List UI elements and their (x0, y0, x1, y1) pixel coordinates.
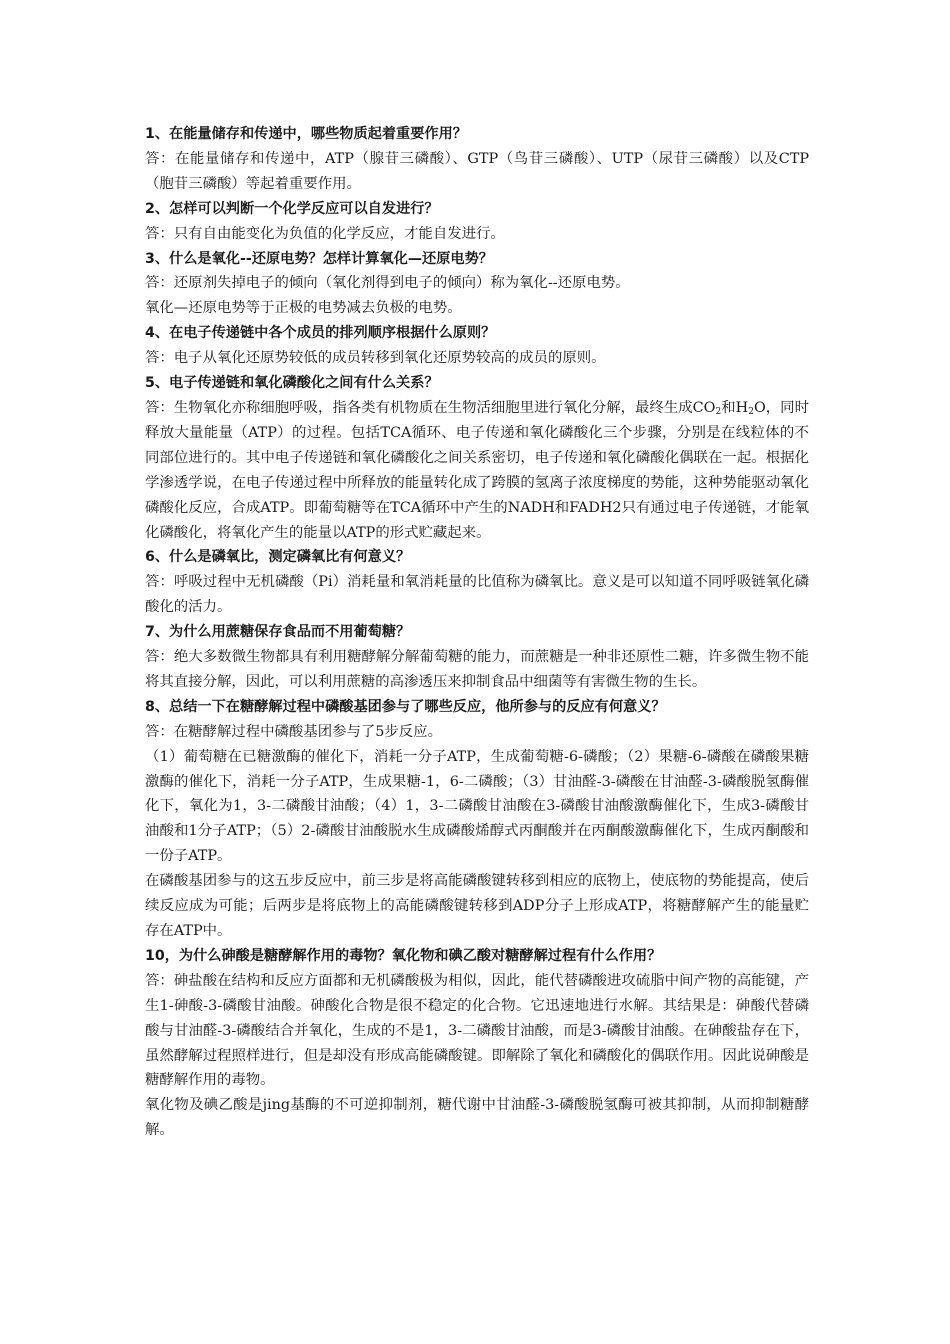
question-5: 5、电子传递链和氧化磷酸化之间有什么关系？ (145, 375, 439, 392)
answer-4: 答：电子从氧化还原势较低的成员转移到氧化还原势较高的成员的原则。 (145, 350, 606, 367)
question-8: 8、总结一下在糖酵解过程中磷酸基团参与了哪些反应，他所参与的反应有何意义？ (145, 698, 666, 715)
answer-1: 答：在能量储存和传递中，ATP（腺苷三磷酸）、GTP（鸟苷三磷酸）、UTP（尿苷三磷酸）以及CTP（胞苷三磷酸）等起着重要作用。 (145, 150, 809, 192)
answer-10-continued: 氧化物及碘乙酸是jing基酶的不可逆抑制剂，糖代谢中甘油醛-3-磷酸脱氢酶可被其抑制，从而抑制糖酵解。 (145, 1097, 809, 1139)
answer-8-steps: （1）葡萄糖在已糖激酶的催化下，消耗一分子ATP，生成葡萄糖-6-磷酸；（2）果糖-6-磷酸在磷酸果糖激酶的催化下，消耗一分子ATP，生成果糖-1，6-二磷酸；（3）甘油醛-3-磷酸在甘油醛-3-磷酸脱氢酶催化下，氧化为1，3-二磷酸甘油酸；（4）1，3-二磷酸甘油酸在3-磷酸甘油酸激酶催化下，生成3-磷酸甘油酸和1分子ATP；（5）2-磷酸甘油酸脱水生成磷酸烯醇式丙酮酸并在丙酮酸激酶催化下，生成丙酮酸和一份子ATP。 (145, 748, 809, 865)
question-2: 2、怎样可以判断一个化学反应可以自发进行？ (145, 200, 439, 217)
answer-3-continued: 氧化—还原电势等于正极的电势减去负极的电势。 (145, 300, 462, 317)
answer-6: 答：呼吸过程中无机磷酸（Pi）消耗量和氧消耗量的比值称为磷氧比。意义是可以知道不同呼吸链氧化磷酸化的活力。 (145, 574, 809, 616)
answer-8: 答：在糖酵解过程中磷酸基团参与了5步反应。 (145, 723, 442, 740)
question-3: 3、什么是氧化--还原电势？怎样计算氧化—还原电势？ (145, 250, 493, 267)
subscript-2: 2 (748, 406, 754, 417)
question-7: 7、为什么用蔗糖保存食品而不用葡萄糖？ (145, 624, 411, 641)
subscript-2: 2 (715, 406, 722, 417)
answer-7: 答：绝大多数微生物都具有利用糖酵解分解葡萄糖的能力，而蔗糖是一种非还原性二糖，许多微生物不能将其直接分解，因此，可以利用蔗糖的高渗透压来抑制食品中细菌等有害微生物的生长。 (145, 649, 809, 690)
question-10: 10，为什么砷酸是糖酵解作用的毒物？氧化物和碘乙酸对糖酵解过程有什么作用？ (145, 947, 662, 964)
answer-5-text-c: O，同时释放大量能量（ATP）的过程。包括TCA循环、电子传递和氧化磷酸化三个步骤，分别是在线粒体的不同部位进行的。其中电子传递链和氧化磷酸化之间关系密切，电子传递和氧化磷酸化偶联在一起。根据化学渗透学说，在电子传递过程中所释放的能量转化成了跨膜的氢离子浓度梯度的势能，这种势能驱动氧化磷酸化反应，合成ATP。即葡萄糖等在TCA循环中产生的NADH和FADH2只有通过电子传递链，才能氧化磷酸化，将氧化产生的能量以ATP的形式贮藏起来。 (145, 399, 809, 541)
answer-5-text-b: 和H (721, 399, 749, 416)
document-body (145, 122, 809, 1143)
answer-5 (145, 396, 809, 545)
question-6: 6、什么是磷氧比，测定磷氧比有何意义？ (145, 549, 411, 566)
answer-5-text-a: 答：生物氧化亦称细胞呼吸，指各类有机物质在生物活细胞里进行氧化分解，最终生成CO (145, 399, 716, 416)
question-4: 4、在电子传递链中各个成员的排列顺序根据什么原则？ (145, 325, 496, 342)
answer-10: 答：砷盐酸在结构和反应方面都和无机磷酸极为相似，因此，能代替磷酸进攻硫脂中间产物的高能键，产生1-砷酸-3-磷酸甘油酸。砷酸化合物是很不稳定的化合物。它迅速地进行水解。其结果是：砷酸代替磷酸与甘油醛-3-磷酸结合并氧化，生成的不是1，3-二磷酸甘油酸，而是3-磷酸甘油酸。在砷酸盐存在下，虽然酵解过程照样进行，但是却没有形成高能磷酸键。即解除了氧化和磷酸化的偶联作用。因此说砷酸是糖酵解作用的毒物。 (145, 972, 809, 1089)
answer-2: 答：只有自由能变化为负值的化学反应，才能自发进行。 (145, 225, 505, 242)
question-1: 1、在能量储存和传递中，哪些物质起着重要作用？ (145, 126, 467, 142)
answer-8-significance: 在磷酸基团参与的这五步反应中，前三步是将高能磷酸键转移到相应的底物上，使底物的势能提高，使后续反应成为可能；后两步是将底物上的高能磷酸键转移到ADP分子上形成ATP，将糖酵解产生的能量贮存在ATP中。 (145, 873, 809, 939)
answer-3: 答：还原剂失掉电子的倾向（氧化剂得到电子的倾向）称为氧化--还原电势。 (145, 275, 630, 292)
